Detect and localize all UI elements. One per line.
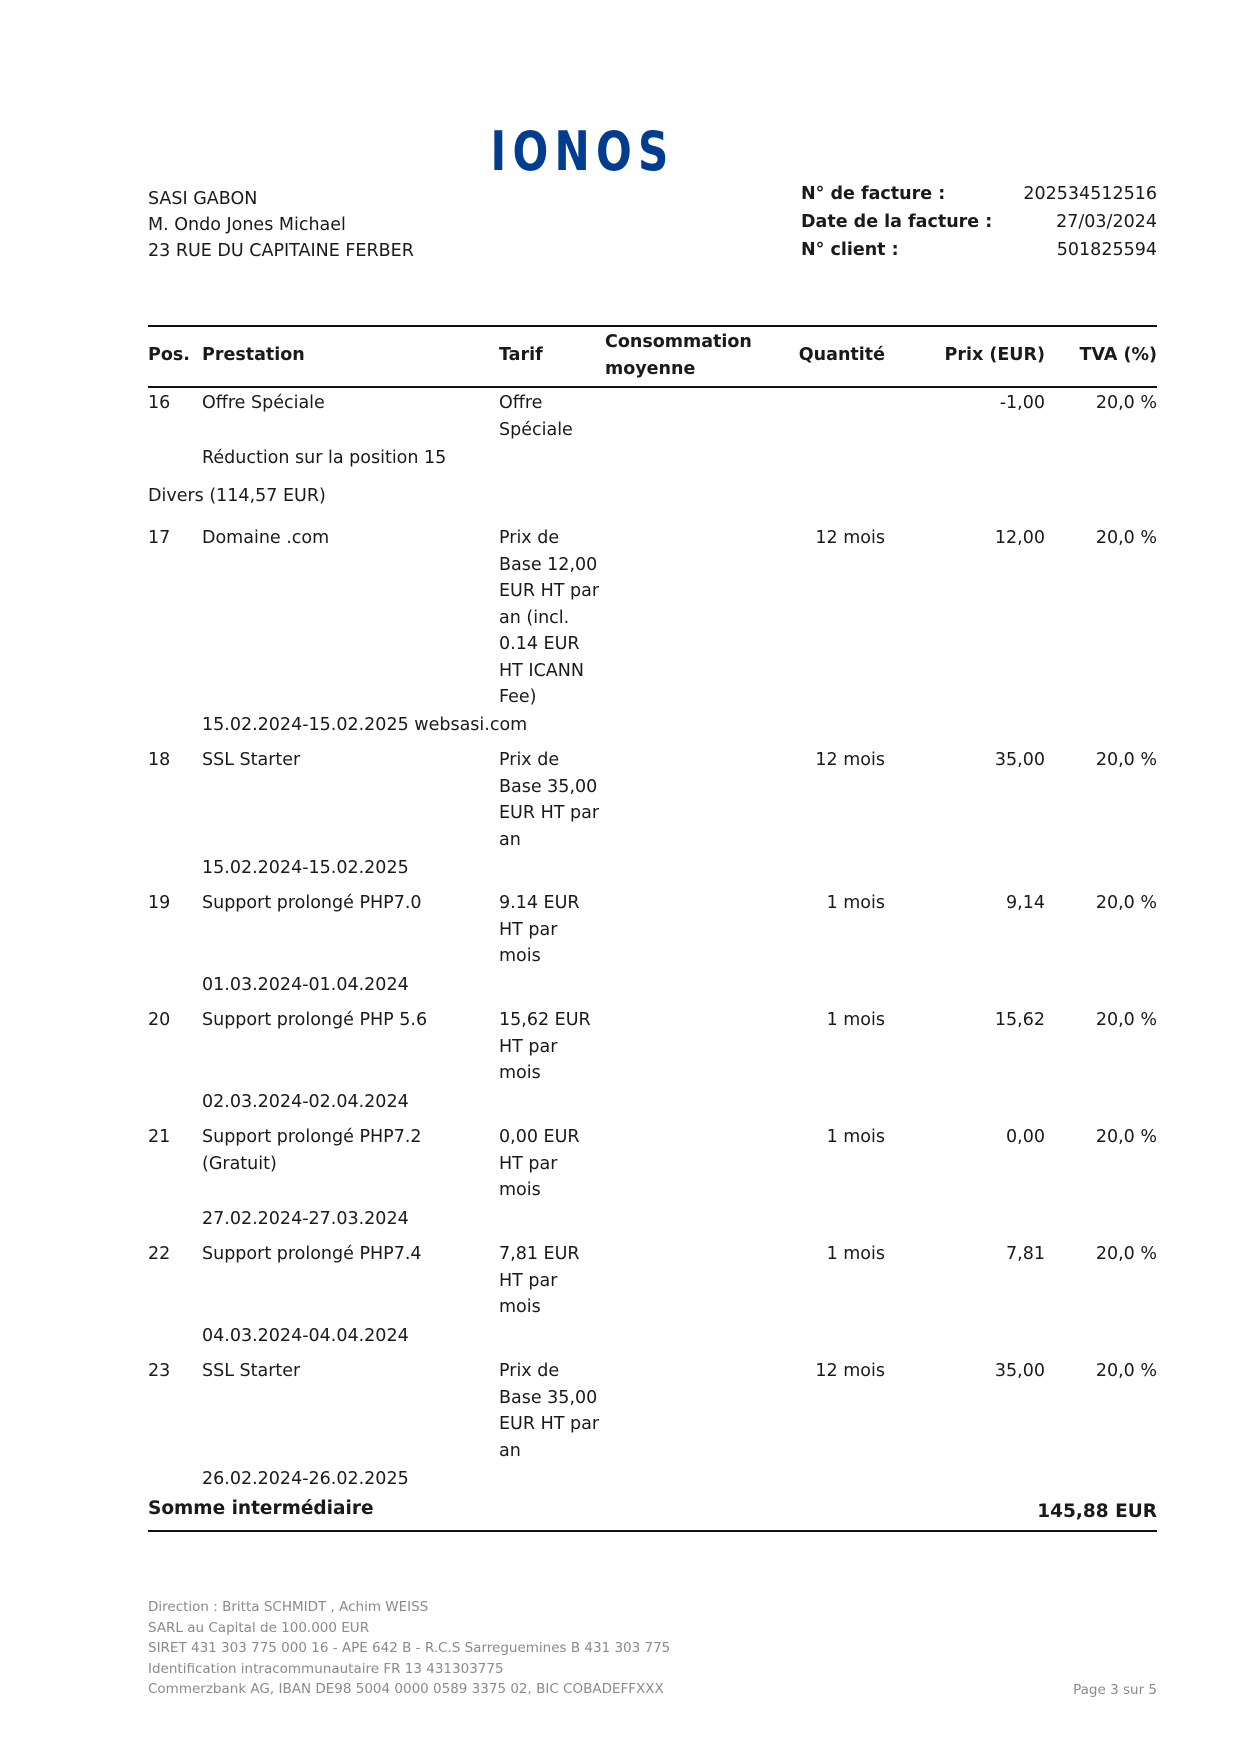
row-tva: 20,0 % xyxy=(1095,1010,1157,1030)
row-prix: 35,00 xyxy=(994,750,1045,770)
row-tarif-line: EUR HT par xyxy=(499,581,600,601)
row-prestation: Offre Spéciale xyxy=(202,393,325,413)
row-pos: 19 xyxy=(148,893,171,913)
footer-direction: Direction : Britta SCHMIDT , Achim WEISS xyxy=(148,1599,429,1615)
row-tarif-line: 0,00 EUR xyxy=(499,1127,580,1147)
table-bottom-rule xyxy=(148,1530,1157,1532)
row-pos: 18 xyxy=(148,750,171,770)
row-pos: 21 xyxy=(148,1127,171,1147)
col-header-consommation-line1: Consommation xyxy=(605,332,752,352)
row-tarif-line: HT par xyxy=(499,919,558,940)
footer-bank: Commerzbank AG, IBAN DE98 5004 0000 0589 3375 02, BIC COBADEFFXXX xyxy=(148,1681,664,1697)
row-quantite: 1 mois xyxy=(826,1244,885,1264)
row-tarif-line: Prix de xyxy=(499,750,560,770)
footer-siret: SIRET 431 303 775 000 16 - APE 642 B - R.C.S Sarreguemines B 431 303 775 xyxy=(148,1640,671,1656)
table-top-rule xyxy=(148,325,1157,327)
row-detail: 26.02.2024-26.02.2025 xyxy=(202,1469,409,1489)
row-tarif-line: Fee) xyxy=(499,687,537,707)
row-tarif-line: mois xyxy=(499,1297,541,1317)
logo-text: IONOS xyxy=(490,120,675,184)
row-prix: 0,00 xyxy=(1006,1127,1045,1147)
col-header-prestation: Prestation xyxy=(202,345,305,365)
row-detail: 15.02.2024-15.02.2025 websasi.com xyxy=(202,715,528,735)
row-quantite: 1 mois xyxy=(826,893,885,913)
row-prestation: Support prolongé PHP7.0 xyxy=(202,893,422,913)
row-tva: 20,0 % xyxy=(1095,1244,1157,1264)
row-prix: 12,00 xyxy=(994,528,1045,548)
footer-vat-id: Identification intracommunautaire FR 13 431303775 xyxy=(148,1660,504,1677)
row-quantite: 12 mois xyxy=(815,1361,885,1381)
row-tarif-line: 9.14 EUR xyxy=(499,893,580,913)
row-tarif-line: Offre xyxy=(499,393,543,413)
invoice-date: 27/03/2024 xyxy=(1056,212,1157,232)
row-tarif-line: Prix de xyxy=(499,528,560,548)
row-tarif-line: Spéciale xyxy=(499,419,573,440)
row-tva: 20,0 % xyxy=(1095,893,1157,913)
row-tarif-line: Base 35,00 xyxy=(499,1387,598,1408)
row-tarif-line: HT ICANN xyxy=(499,660,584,681)
footer-capital: SARL au Capital de 100.000 EUR xyxy=(148,1619,370,1636)
row-detail: 04.03.2024-04.04.2024 xyxy=(202,1326,409,1346)
row-tarif-line: mois xyxy=(499,1180,541,1200)
row-detail: 27.02.2024-27.03.2024 xyxy=(202,1209,409,1229)
row-prestation: Support prolongé PHP7.4 xyxy=(202,1244,422,1264)
row-quantite: 12 mois xyxy=(815,528,885,548)
row-tarif-line: 15,62 EUR xyxy=(499,1010,591,1030)
client-number: 501825594 xyxy=(1056,240,1157,260)
col-header-tarif: Tarif xyxy=(499,345,543,365)
row-tarif-line: Prix de xyxy=(499,1361,560,1381)
row-prestation: SSL Starter xyxy=(202,1361,301,1381)
row-prestation: Domaine .com xyxy=(202,528,330,548)
row-prestation: Support prolongé PHP 5.6 xyxy=(202,1010,428,1030)
row-quantite: 1 mois xyxy=(826,1127,885,1147)
table-header-rule xyxy=(148,386,1157,388)
row-prix: -1,00 xyxy=(999,393,1045,413)
row-pos: 23 xyxy=(148,1361,171,1381)
subtotal-label: Somme intermédiaire xyxy=(148,1498,374,1519)
row-prestation-line: Support prolongé PHP7.2 xyxy=(202,1127,422,1147)
row-tva: 20,0 % xyxy=(1095,1361,1157,1381)
col-header-quantite: Quantité xyxy=(798,345,885,365)
invoice-number: 202534512516 xyxy=(1023,184,1157,204)
row-tva: 20,0 % xyxy=(1095,750,1157,770)
row-tarif-line: EUR HT par xyxy=(499,803,600,823)
row-tarif-line: Base 35,00 xyxy=(499,776,598,797)
row-pos: 17 xyxy=(148,528,171,548)
row-tarif-line: 0.14 EUR xyxy=(499,634,580,654)
invoice-date-label: Date de la facture : xyxy=(801,212,993,232)
row-tarif-line: HT par xyxy=(499,1270,558,1291)
row-tva: 20,0 % xyxy=(1095,1127,1157,1147)
row-tarif-line: Base 12,00 xyxy=(499,554,598,575)
row-pos: 22 xyxy=(148,1244,171,1264)
row-detail: 15.02.2024-15.02.2025 xyxy=(202,858,409,878)
row-tarif-line: mois xyxy=(499,946,541,966)
row-quantite: 1 mois xyxy=(826,1010,885,1030)
row-tarif-line: an xyxy=(499,829,521,850)
row-tva: 20,0 % xyxy=(1095,393,1157,413)
row-tarif-line: 7,81 EUR xyxy=(499,1244,580,1264)
row-tarif-line: HT par xyxy=(499,1153,558,1174)
client-number-label: N° client : xyxy=(801,240,899,260)
section-divers: Divers (114,57 EUR) xyxy=(148,486,326,506)
row-prestation: SSL Starter xyxy=(202,750,301,770)
row-tva: 20,0 % xyxy=(1095,528,1157,548)
col-header-prix: Prix (EUR) xyxy=(944,345,1045,365)
row-detail: 01.03.2024-01.04.2024 xyxy=(202,975,409,995)
recipient-contact: M. Ondo Jones Michael xyxy=(148,215,346,235)
recipient-street: 23 RUE DU CAPITAINE FERBER xyxy=(148,241,414,261)
row-prestation-line: (Gratuit) xyxy=(202,1153,277,1174)
row-pos: 16 xyxy=(148,393,171,413)
row-tarif-line: an (incl. xyxy=(499,607,570,628)
col-header-consommation-line2: moyenne xyxy=(605,359,696,379)
row-tarif-line: an xyxy=(499,1440,521,1461)
page-number: Page 3 sur 5 xyxy=(1073,1682,1157,1698)
recipient-company: SASI GABON xyxy=(148,189,258,209)
row-pos: 20 xyxy=(148,1010,171,1030)
row-quantite: 12 mois xyxy=(815,750,885,770)
row-prix: 35,00 xyxy=(994,1361,1045,1381)
row-detail: Réduction sur la position 15 xyxy=(202,448,447,468)
row-tarif-line: HT par xyxy=(499,1036,558,1057)
row-detail: 02.03.2024-02.04.2024 xyxy=(202,1092,409,1112)
row-prix: 15,62 xyxy=(994,1010,1045,1030)
row-tarif-line: mois xyxy=(499,1063,541,1083)
subtotal-value: 145,88 EUR xyxy=(1037,1501,1157,1522)
ionos-logo xyxy=(490,120,675,184)
row-prix: 9,14 xyxy=(1006,893,1045,913)
row-prix: 7,81 xyxy=(1006,1244,1045,1264)
row-tarif-line: EUR HT par xyxy=(499,1414,600,1434)
invoice-number-label: N° de facture : xyxy=(801,184,946,204)
col-header-tva: TVA (%) xyxy=(1079,345,1157,365)
col-header-pos: Pos. xyxy=(148,345,190,365)
